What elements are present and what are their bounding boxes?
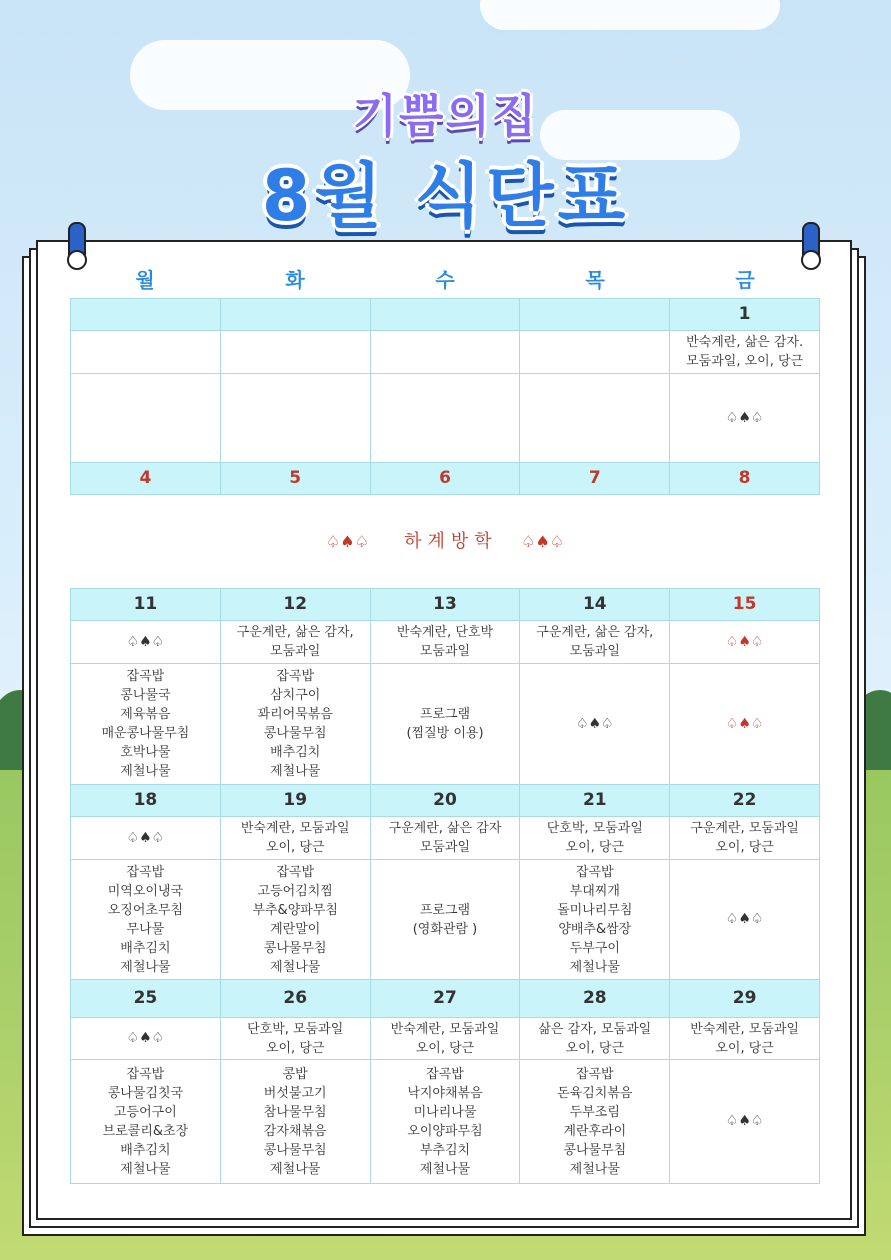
meal-row <box>71 374 820 463</box>
weekday-header <box>70 264 820 293</box>
card-suits-mark: ♤♠♤ <box>520 664 670 785</box>
date-cell: 22 <box>670 785 820 817</box>
meal-cell: 잡곡밥 돈육김치볶음 두부조림 계란후라이 콩나물무침 제철나물 <box>520 1060 670 1184</box>
snack-cell: 반숙계란, 단호박 모둠과일 <box>370 621 520 664</box>
date-row <box>71 589 820 621</box>
snack-row <box>71 331 820 374</box>
date-cell <box>220 299 370 331</box>
meal-cell: 잡곡밥 미역오이냉국 오징어초무침 무나물 배추김치 제철나물 <box>71 860 221 980</box>
meal-cell: 잡곡밥 삼치구이 꽈리어묵볶음 콩나물무침 배추김치 제철나물 <box>220 664 370 785</box>
snack-cell: 삶은 감자, 모둠과일 오이, 당근 <box>520 1018 670 1060</box>
date-row <box>71 785 820 817</box>
meal-cell: 잡곡밥 부대찌개 돌미나리무침 양배추&쌈장 두부구이 제철나물 <box>520 860 670 980</box>
date-cell: 4 <box>71 463 221 495</box>
meal-row <box>71 664 820 785</box>
date-cell: 28 <box>520 980 670 1018</box>
date-cell: 14 <box>520 589 670 621</box>
date-cell: 26 <box>220 980 370 1018</box>
date-cell: 27 <box>370 980 520 1018</box>
snack-cell: 반숙계란, 모둠과일 오이, 당근 <box>220 817 370 860</box>
page-title: 기쁨의집 <box>352 89 539 143</box>
date-cell <box>520 299 670 331</box>
weekday-mon: 월 <box>135 268 155 292</box>
card-suits-mark: ♤♠♤ <box>521 532 565 551</box>
card-suits-mark: ♤♠♤ <box>71 621 221 664</box>
date-row <box>71 980 820 1018</box>
meal-cell <box>520 374 670 463</box>
card-suits-mark: ♤♠♤ <box>670 860 820 980</box>
card-suits-mark: ♤♠♤ <box>670 621 820 664</box>
snack-row <box>71 817 820 860</box>
meal-cell <box>370 374 520 463</box>
binder-ring-left <box>68 222 86 266</box>
meal-row <box>71 1060 820 1184</box>
date-cell: 19 <box>220 785 370 817</box>
card-suits-mark: ♤♠♤ <box>670 374 820 463</box>
meal-cell: 잡곡밥 콩나물김칫국 고등어구이 브로콜리&초장 배추김치 제철나물 <box>71 1060 221 1184</box>
meal-plan-table <box>70 298 820 1184</box>
vacation-cell <box>71 495 820 589</box>
date-cell: 18 <box>71 785 221 817</box>
date-cell: 13 <box>370 589 520 621</box>
card-suits-mark: ♤♠♤ <box>670 1060 820 1184</box>
date-cell: 29 <box>670 980 820 1018</box>
date-cell: 8 <box>670 463 820 495</box>
snack-cell: 반숙계란, 삶은 감자. 모둠과일, 오이, 당근 <box>670 331 820 374</box>
snack-cell: 구운계란, 삶은 감자, 모둠과일 <box>220 621 370 664</box>
weekday-tue: 화 <box>285 268 305 292</box>
vacation-label: 하계방학 <box>404 531 498 552</box>
card-suits-mark: ♤♠♤ <box>670 664 820 785</box>
meal-cell: 잡곡밥 콩나물국 제육볶음 매운콩나물무침 호박나물 제철나물 <box>71 664 221 785</box>
date-cell: 5 <box>220 463 370 495</box>
date-cell <box>370 299 520 331</box>
snack-cell <box>71 331 221 374</box>
snack-cell: 구운계란, 삶은 감자, 모둠과일 <box>520 621 670 664</box>
meal-cell <box>220 374 370 463</box>
snack-cell <box>370 331 520 374</box>
card-suits-mark: ♤♠♤ <box>71 1018 221 1060</box>
weekday-wed: 수 <box>435 268 455 292</box>
snack-cell: 단호박, 모둠과일 오이, 당근 <box>220 1018 370 1060</box>
snack-cell <box>520 331 670 374</box>
date-cell: 21 <box>520 785 670 817</box>
vacation-row <box>71 495 820 589</box>
date-row <box>71 299 820 331</box>
meal-cell: 프로그램 (찜질방 이용) <box>370 664 520 785</box>
snack-cell: 구운계란, 삶은 감자 모둠과일 <box>370 817 520 860</box>
date-cell: 7 <box>520 463 670 495</box>
snack-row <box>71 1018 820 1060</box>
meal-cell <box>71 374 221 463</box>
date-cell: 25 <box>71 980 221 1018</box>
date-cell: 20 <box>370 785 520 817</box>
meal-cell: 프로그램 (영화관람 ) <box>370 860 520 980</box>
card-suits-mark: ♤♠♤ <box>71 817 221 860</box>
date-cell: 15 <box>670 589 820 621</box>
cloud <box>480 0 780 30</box>
snack-cell <box>220 331 370 374</box>
binder-ring-right <box>802 222 820 266</box>
meal-cell: 콩밥 버섯불고기 참나물무침 감자채볶음 콩나물무침 제철나물 <box>220 1060 370 1184</box>
date-cell: 1 <box>670 299 820 331</box>
date-cell: 6 <box>370 463 520 495</box>
snack-cell: 반숙계란, 모둠과일 오이, 당근 <box>370 1018 520 1060</box>
weekday-fri: 금 <box>735 268 755 292</box>
date-cell: 11 <box>71 589 221 621</box>
snack-cell: 구운계란, 모둠과일 오이, 당근 <box>670 817 820 860</box>
snack-row <box>71 621 820 664</box>
snack-cell: 단호박, 모둠과일 오이, 당근 <box>520 817 670 860</box>
weekday-thu: 목 <box>585 268 605 292</box>
page-subtitle: 8월 식단표 <box>261 155 630 237</box>
date-row <box>71 463 820 495</box>
date-cell: 12 <box>220 589 370 621</box>
card-suits-mark: ♤♠♤ <box>325 532 369 551</box>
date-cell <box>71 299 221 331</box>
meal-cell: 잡곡밥 고등어김치찜 부추&양파무침 계란말이 콩나물무침 제철나물 <box>220 860 370 980</box>
snack-cell: 반숙계란, 모둠과일 오이, 당근 <box>670 1018 820 1060</box>
meal-cell: 잡곡밥 낙지야채볶음 미나리나물 오이양파무침 부추김치 제철나물 <box>370 1060 520 1184</box>
meal-row <box>71 860 820 980</box>
